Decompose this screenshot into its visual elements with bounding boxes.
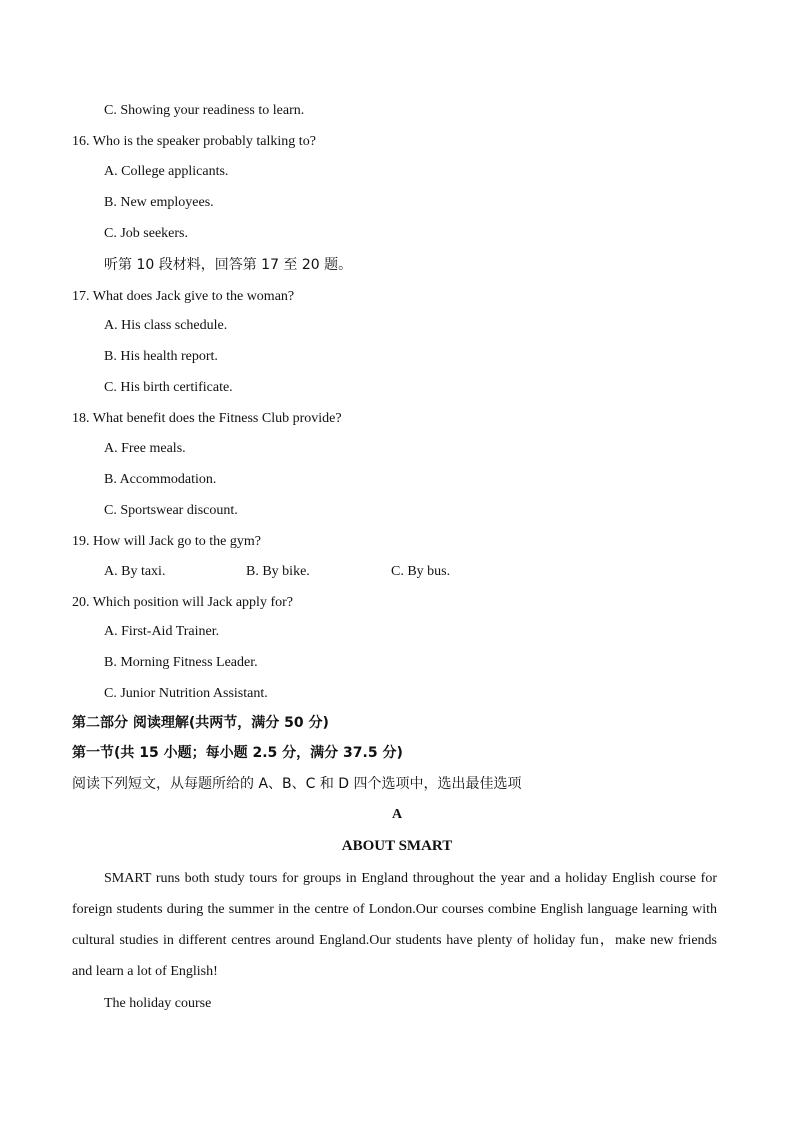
- q17-question: 17. What does Jack give to the woman?: [72, 289, 295, 304]
- section10-instruction: 听第 10 段材料，回答第 17 至 20 题。: [104, 257, 353, 273]
- q20-option-b: B. Morning Fitness Leader.: [104, 655, 258, 670]
- part2-heading: 第二部分 阅读理解(共两节，满分 50 分): [72, 715, 329, 731]
- q20-question: 20. Which position will Jack apply for?: [72, 595, 293, 610]
- q20-option-a: A. First-Aid Trainer.: [104, 624, 220, 639]
- q19-option-b: B. By bike.: [246, 564, 310, 579]
- q18-option-c: C. Sportswear discount.: [104, 503, 238, 518]
- q19-option-a: A. By taxi.: [104, 564, 166, 579]
- q17-option-c: C. His birth certificate.: [104, 380, 233, 395]
- q17-option-a: A. His class schedule.: [104, 318, 228, 333]
- q20-option-c: C. Junior Nutrition Assistant.: [104, 686, 268, 701]
- passage-subheading: The holiday course: [104, 996, 212, 1011]
- q19-option-c: C. By bus.: [391, 564, 451, 579]
- passage-title: ABOUT SMART: [341, 838, 453, 854]
- q16-question: 16. Who is the speaker probably talking to?: [72, 134, 316, 149]
- part2-instruction: 阅读下列短文，从每题所给的 A、B、C 和 D 四个选项中，选出最佳选项: [72, 776, 522, 792]
- q16-option-c: C. Job seekers.: [104, 226, 188, 241]
- q15-option-c: C. Showing your readiness to learn.: [104, 103, 305, 118]
- q16-option-a: A. College applicants.: [104, 164, 229, 179]
- q19-question: 19. How will Jack go to the gym?: [72, 534, 261, 549]
- passage-label: A: [391, 807, 403, 822]
- q18-question: 18. What benefit does the Fitness Club provide?: [72, 411, 342, 426]
- q16-option-b: B. New employees.: [104, 195, 214, 210]
- passage-paragraph: SMART runs both study tours for groups in England throughout the year and a holiday English course for foreign students during the summer in the centre of London.Our courses combine English language learning with cultural studies in different centres around England.Our students have plenty of holiday fun，make new friends and learn a lot of English!: [72, 871, 717, 979]
- q18-option-a: A. Free meals.: [104, 441, 186, 456]
- q17-option-b: B. His health report.: [104, 349, 218, 364]
- part2-section1: 第一节(共 15 小题；每小题 2.5 分，满分 37.5 分): [72, 745, 403, 761]
- q18-option-b: B. Accommodation.: [104, 472, 217, 487]
